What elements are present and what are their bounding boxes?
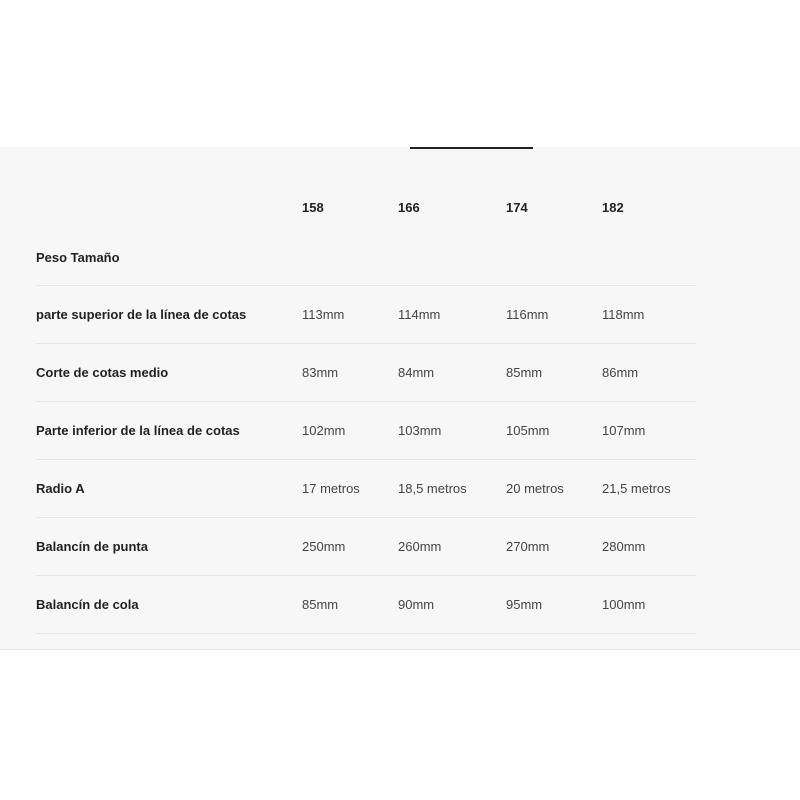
weight-size-title: Peso Tamaño: [36, 250, 120, 265]
row-label: Corte de cotas medio: [36, 365, 169, 380]
cell-value: 103mm: [398, 423, 442, 438]
cell-value: 270mm: [506, 539, 550, 554]
table-row: [36, 343, 696, 401]
size-header-174: 174: [506, 200, 528, 215]
table-row: [36, 459, 696, 517]
cell-value: 83mm: [302, 365, 339, 380]
cell-value: 20 metros: [506, 481, 564, 496]
cell-value: 250mm: [302, 539, 346, 554]
cell-value: 18,5 metros: [398, 481, 467, 496]
table-row: [36, 575, 696, 634]
row-label: Parte inferior de la línea de cotas: [36, 423, 240, 438]
row-label: Balancín de cola: [36, 597, 139, 612]
cell-value: 107mm: [602, 423, 646, 438]
row-label: Radio A: [36, 481, 85, 496]
cell-value: 114mm: [398, 307, 441, 322]
size-header-182: 182: [602, 200, 624, 215]
cell-value: 100mm: [602, 597, 646, 612]
cell-value: 17 metros: [302, 481, 360, 496]
table-row: [36, 517, 696, 575]
size-header-166: 166: [398, 200, 420, 215]
cell-value: 86mm: [602, 365, 639, 380]
cell-value: 95mm: [506, 597, 543, 612]
size-header-158: 158: [302, 200, 324, 215]
cell-value: 21,5 metros: [602, 481, 671, 496]
size-header-row: [0, 147, 800, 284]
cell-value: 102mm: [302, 423, 346, 438]
specs-panel: [0, 147, 800, 650]
cell-value: 113mm: [302, 307, 345, 322]
cell-value: 84mm: [398, 365, 435, 380]
row-label: Balancín de punta: [36, 539, 148, 554]
spec-table: [36, 285, 696, 634]
row-label: parte superior de la línea de cotas: [36, 307, 247, 322]
table-row: [36, 285, 696, 343]
cell-value: 90mm: [398, 597, 435, 612]
table-row: [36, 401, 696, 459]
cell-value: 85mm: [302, 597, 339, 612]
cell-value: 105mm: [506, 423, 550, 438]
cell-value: 280mm: [602, 539, 646, 554]
cell-value: 260mm: [398, 539, 442, 554]
cell-value: 85mm: [506, 365, 543, 380]
cell-value: 118mm: [602, 307, 645, 322]
cell-value: 116mm: [506, 307, 549, 322]
